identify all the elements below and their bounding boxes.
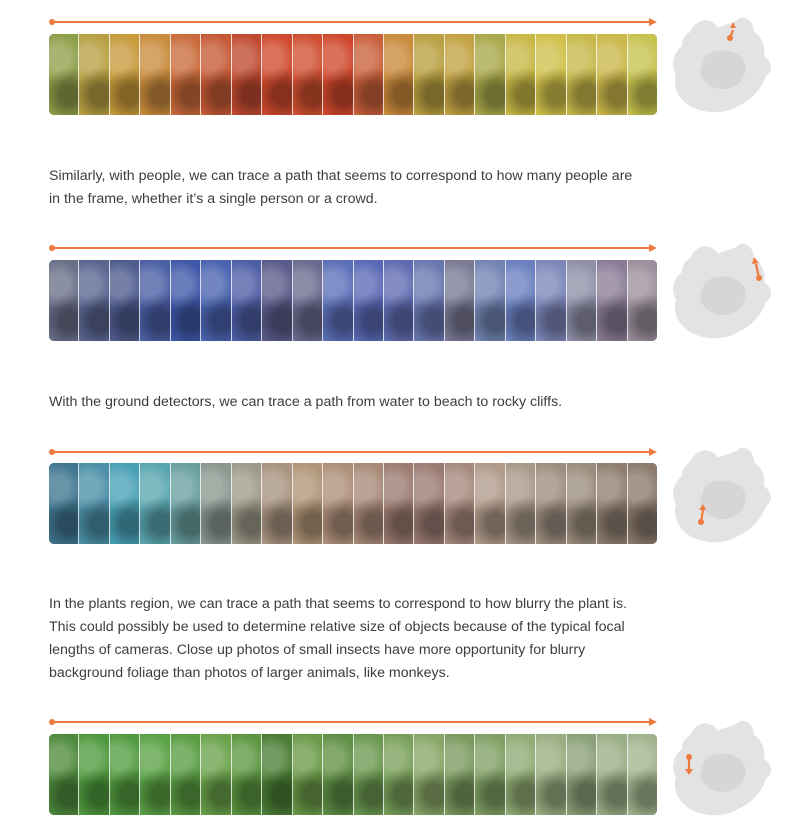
activation-tile bbox=[567, 463, 597, 544]
atlas-map-thumbnail bbox=[668, 444, 778, 548]
activation-tile bbox=[201, 260, 231, 341]
activation-tile bbox=[506, 463, 536, 544]
activation-strip bbox=[49, 463, 657, 544]
activation-tile bbox=[110, 463, 140, 544]
paragraph-plants: In the plants region, we can trace a path that seems to correspond to how blurry the plant is. This could possibly be used to determine relative size of objects because of the typical focal lengths of cameras. Close up photos of small insects have more opportunity for blurry background foliage than photos of larger animals, like monkeys. bbox=[49, 596, 628, 681]
activation-tile bbox=[384, 260, 414, 341]
activation-tile bbox=[536, 260, 566, 341]
activation-tile bbox=[171, 34, 201, 115]
activation-strip bbox=[49, 260, 657, 341]
activation-tile bbox=[475, 34, 505, 115]
activation-tile bbox=[506, 260, 536, 341]
atlas-map-thumbnail bbox=[668, 240, 778, 344]
activation-tile bbox=[79, 34, 109, 115]
activation-tile bbox=[445, 734, 475, 815]
activation-tile bbox=[79, 463, 109, 544]
activation-tile bbox=[110, 34, 140, 115]
activation-tile bbox=[79, 260, 109, 341]
activation-tile bbox=[262, 734, 292, 815]
activation-tile bbox=[445, 463, 475, 544]
activation-tile bbox=[171, 734, 201, 815]
path-arrow bbox=[49, 717, 657, 727]
activation-tile bbox=[475, 463, 505, 544]
activation-tile bbox=[567, 34, 597, 115]
activation-tile bbox=[262, 260, 292, 341]
activation-tile bbox=[354, 463, 384, 544]
activation-tile bbox=[536, 34, 566, 115]
activation-strip bbox=[49, 734, 657, 815]
activation-tile bbox=[201, 34, 231, 115]
atlas-map-thumbnail bbox=[668, 717, 778, 821]
activation-tile bbox=[628, 734, 657, 815]
activation-tile bbox=[414, 34, 444, 115]
activation-tile bbox=[232, 734, 262, 815]
activation-tile bbox=[201, 734, 231, 815]
activation-tile bbox=[293, 260, 323, 341]
activation-tile bbox=[597, 463, 627, 544]
activation-tile bbox=[567, 260, 597, 341]
activation-tile bbox=[262, 463, 292, 544]
activation-tile bbox=[536, 734, 566, 815]
activation-tile bbox=[628, 34, 657, 115]
activation-tile bbox=[384, 734, 414, 815]
activation-tile bbox=[140, 463, 170, 544]
activation-tile bbox=[597, 260, 627, 341]
activation-tile bbox=[140, 260, 170, 341]
activation-tile bbox=[49, 34, 79, 115]
activation-tile bbox=[506, 34, 536, 115]
activation-tile bbox=[475, 734, 505, 815]
activation-tile bbox=[597, 34, 627, 115]
activation-tile bbox=[110, 734, 140, 815]
path-section-people bbox=[0, 226, 794, 356]
activation-tile bbox=[49, 734, 79, 815]
activation-tile bbox=[262, 34, 292, 115]
activation-tile bbox=[354, 260, 384, 341]
activation-tile bbox=[414, 260, 444, 341]
activation-tile bbox=[506, 734, 536, 815]
activation-tile bbox=[323, 734, 353, 815]
activation-tile bbox=[171, 260, 201, 341]
activation-tile bbox=[354, 34, 384, 115]
activation-tile bbox=[140, 734, 170, 815]
paragraph-people: Similarly, with people, we can trace a path that seems to correspond to how many people are in the frame, whether it’s a single person or a crowd. bbox=[49, 168, 633, 207]
activation-tile bbox=[201, 463, 231, 544]
activation-tile bbox=[171, 463, 201, 544]
activation-tile bbox=[384, 34, 414, 115]
activation-tile bbox=[293, 463, 323, 544]
activation-tile bbox=[414, 734, 444, 815]
path-section-plants bbox=[0, 705, 794, 828]
activation-tile bbox=[323, 463, 353, 544]
path-arrow bbox=[49, 243, 657, 253]
activation-tile bbox=[354, 734, 384, 815]
path-arrow bbox=[49, 17, 657, 27]
activation-tile bbox=[232, 463, 262, 544]
activation-tile bbox=[232, 34, 262, 115]
activation-tile bbox=[293, 734, 323, 815]
activation-tile bbox=[628, 463, 657, 544]
paragraph-ground: With the ground detectors, we can trace a path from water to beach to rocky cliffs. bbox=[49, 394, 563, 410]
activation-strip bbox=[49, 34, 657, 115]
path-arrow bbox=[49, 447, 657, 457]
activation-tile bbox=[323, 34, 353, 115]
activation-tile bbox=[597, 734, 627, 815]
activation-tile bbox=[445, 34, 475, 115]
activation-tile bbox=[414, 463, 444, 544]
activation-tile bbox=[475, 260, 505, 341]
atlas-map-thumbnail bbox=[668, 14, 778, 118]
activation-tile bbox=[140, 34, 170, 115]
path-section-fruit bbox=[0, 0, 794, 130]
activation-tile bbox=[49, 463, 79, 544]
activation-tile bbox=[445, 260, 475, 341]
activation-tile bbox=[79, 734, 109, 815]
activation-tile bbox=[110, 260, 140, 341]
activation-tile bbox=[232, 260, 262, 341]
activation-tile bbox=[49, 260, 79, 341]
activation-tile bbox=[384, 463, 414, 544]
activation-tile bbox=[536, 463, 566, 544]
activation-tile bbox=[293, 34, 323, 115]
activation-tile bbox=[628, 260, 657, 341]
activation-tile bbox=[567, 734, 597, 815]
activation-tile bbox=[323, 260, 353, 341]
path-section-ground bbox=[0, 430, 794, 560]
